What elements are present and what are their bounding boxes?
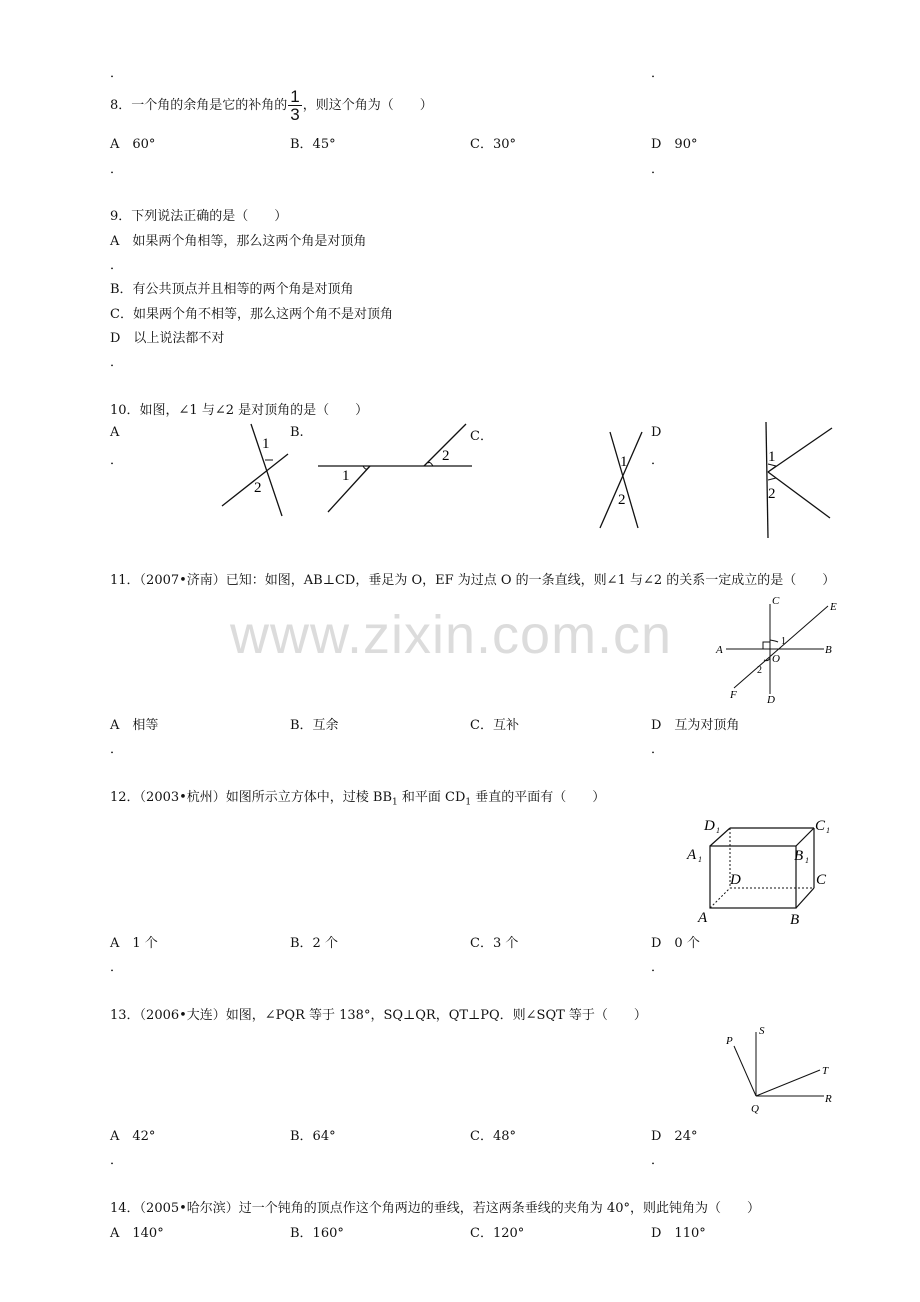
q14-option-a[interactable]: A 140° [110,1226,164,1241]
q10-option-c[interactable]: C． [470,429,493,444]
dot-mark: ． [651,742,665,757]
label-b1: B [794,848,804,864]
dot-mark: ． [110,162,124,177]
q12-cube-figure [684,812,840,930]
label-t: T [822,1065,829,1077]
dot-mark: ． [110,1153,124,1168]
dot-mark: ． [651,960,665,975]
angle-1-label: 1 [342,468,350,484]
angle-2-label: 2 [757,665,762,676]
dot-mark: ． [651,453,665,468]
angle-1-label: 1 [620,454,628,470]
subscript: 1 [392,797,398,808]
label-c: C [816,872,827,888]
label-b: B [825,644,832,656]
q10-option-d[interactable]: D [651,425,662,440]
dot-mark: ． [110,453,124,468]
q12-option-b[interactable]: B．2 个 [290,936,338,951]
subscript: 1 [465,797,472,808]
dot-mark: ． [110,960,124,975]
q11-option-d[interactable]: D 互为对顶角 [651,718,740,733]
angle-2-label: 2 [618,492,626,508]
q12-option-a[interactable]: A 1 个 [110,936,158,951]
label-d: D [730,872,741,888]
q10-figure-a [218,420,290,520]
label-e: E [830,601,837,613]
q12-stem-part: 垂直的平面有（ ） [471,790,606,805]
label-b: B [790,912,800,928]
label-d: D [767,694,775,706]
q14-option-d[interactable]: D 110° [651,1226,706,1241]
question-9-stem: 9．下列说法正确的是（ ） [110,209,288,224]
q14-option-c[interactable]: C．120° [470,1226,525,1241]
question-14-stem: 14．（2005•哈尔滨）过一个钝角的顶点作这个角两边的垂线，若这两条垂线的夹角为 40°，则此钝角为（ ） [110,1201,760,1216]
label-a1: A [687,847,697,863]
q13-option-d[interactable]: D 24° [651,1129,698,1144]
q12-stem-part: 和平面 CD [397,790,466,805]
label-q: Q [751,1103,759,1115]
q8-option-d[interactable]: D 90° [651,137,698,152]
q10-figure-b [316,418,476,518]
dot-mark: ． [651,1153,665,1168]
q11-option-a[interactable]: A 相等 [110,718,159,733]
q10-option-b[interactable]: B. [290,425,304,440]
label-f: F [730,689,737,701]
q13-option-c[interactable]: C．48° [470,1129,516,1144]
fraction-one-third [288,88,301,123]
dot-mark: ． [110,355,124,370]
q9-option-c[interactable]: C．如果两个角不相等，那么这两个角不是对顶角 [110,307,393,322]
fraction-denominator: 3 [290,105,300,124]
dot-mark: ． [651,162,665,177]
dot-mark: ． [651,66,665,81]
q9-option-b[interactable]: B．有公共顶点并且相等的两个角是对顶角 [110,282,354,297]
q10-option-a[interactable]: A [110,425,120,440]
q9-option-a[interactable]: A 如果两个角相等，那么这两个角是对顶角 [110,234,367,249]
angle-1-label: 1 [768,449,776,465]
label-d1: D [704,818,715,834]
question-13-stem: 13．（2006•大连）如图，∠PQR 等于 138°，SQ⊥QR，QT⊥PQ．则∠SQT 等于（ ） [110,1008,647,1023]
q12-option-c[interactable]: C．3 个 [470,936,519,951]
subscript: 1 [698,855,702,864]
label-a: A [716,644,723,656]
fraction-numerator: 1 [290,87,300,106]
q11-option-b[interactable]: B．互余 [290,718,339,733]
q12-option-d[interactable]: D 0 个 [651,936,700,951]
question-12-stem [110,786,605,808]
q13-option-b[interactable]: B．64° [290,1129,336,1144]
angle-2-label: 2 [442,448,450,464]
label-c: C [772,595,780,607]
q11-figure [712,592,838,708]
q8-option-b[interactable]: B．45° [290,137,336,152]
subscript: 1 [805,856,809,865]
angle-2-label: 2 [768,486,776,502]
q10-figure-d [756,420,836,540]
subscript: 1 [826,826,830,835]
angle-1-label: 1 [262,436,270,452]
label-a: A [698,910,708,926]
label-c1: C [815,818,826,834]
q14-option-b[interactable]: B．160° [290,1226,344,1241]
label-s: S [759,1025,765,1037]
q8-option-a[interactable]: A 60° [110,137,156,152]
q11-option-c[interactable]: C．互补 [470,718,519,733]
dot-mark: ． [110,742,124,757]
label-r: R [825,1093,832,1105]
label-p: P [726,1035,733,1047]
question-8-stem-end: ，则这个角为（ ） [302,98,433,113]
angle-2-label: 2 [254,480,262,496]
dot-mark: ． [110,258,124,273]
q9-option-d[interactable]: D 以上说法都不对 [110,331,225,346]
q12-stem-part: 12．（2003•杭州）如图所示立方体中，过棱 BB [110,790,393,805]
q10-figure-c [594,428,654,532]
question-8-stem: 8．一个角的余角是它的补角的 [110,98,288,113]
q13-option-a[interactable]: A 42° [110,1129,156,1144]
question-8 [110,88,433,123]
label-o: O [772,653,780,665]
q13-figure [720,1022,838,1118]
question-11-stem: 11．（2007•济南）已知：如图，AB⊥CD，垂足为 O，EF 为过点 O 的一条直线，则∠1 与∠2 的关系一定成立的是（ ） [110,573,836,588]
angle-1-label: 1 [781,636,786,647]
q8-option-c[interactable]: C．30° [470,137,516,152]
dot-mark: ． [110,66,124,81]
subscript: 1 [716,826,720,835]
question-10-stem: 10．如图，∠1 与∠2 是对顶角的是（ ） [110,403,369,418]
watermark: www.zixin.com.cn [230,605,673,665]
